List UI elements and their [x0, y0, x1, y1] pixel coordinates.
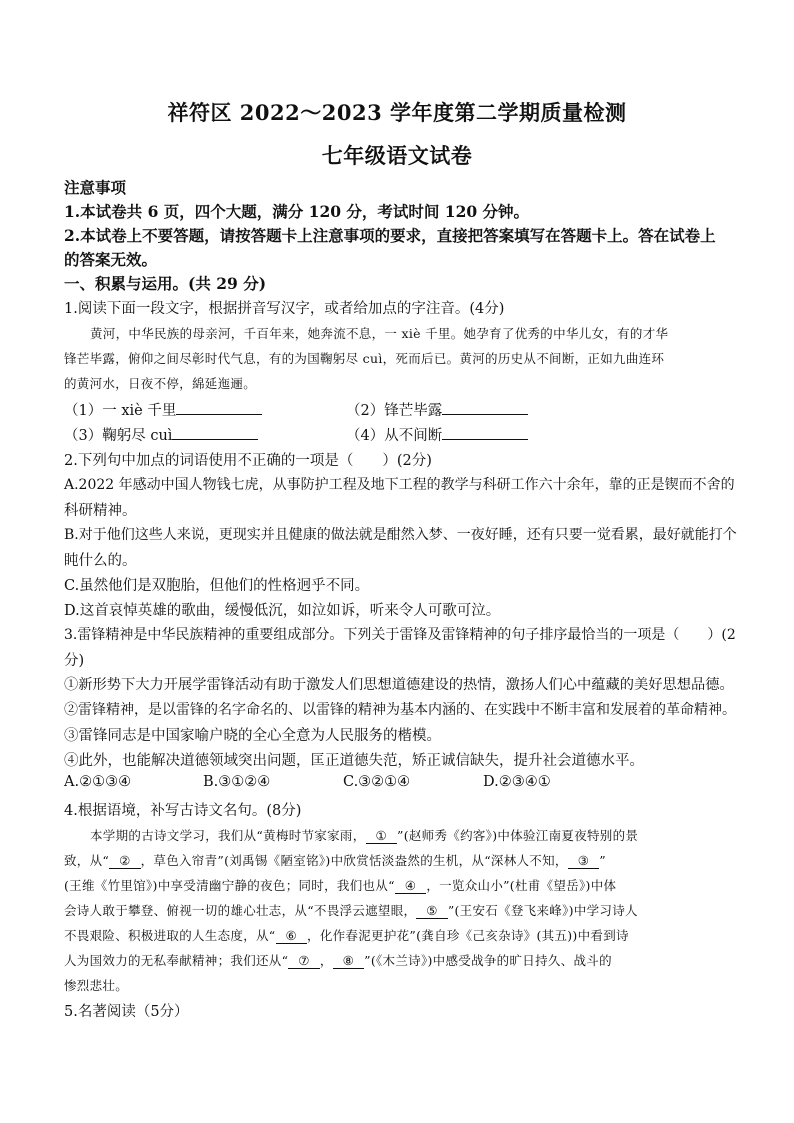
answer-blank-8: ⑧: [333, 953, 365, 969]
q1-item-label: （4）从不间断: [346, 428, 443, 444]
exam-subtitle: 七年级语文试卷: [321, 143, 473, 168]
q3-prompt-cont: 分): [64, 653, 85, 669]
q4-passage-line: 本学期的古诗文学习，我们从“黄梅时节家家雨， ① ”(赵师秀《约客》)中体验江南夏夜特别的景: [90, 828, 639, 843]
q2-option-b: B.对于他们这些人来说，更现实并且健康的做法就是酣然入梦、一夜好睡，还有只要一觉看累，最好就能打个: [64, 527, 737, 543]
q1-passage-line: 锋芒毕露，俯仰之间尽彰时代气息，有的为国鞠躬尽 cuì，死而后已。黄河的历史从不间断，正如九曲连环: [64, 351, 665, 366]
q3-sentence-1: ①新形势下大力开展学雷锋活动有助于激发人们思想道德建设的热情，激扬人们心中蕴藏的美好思想品德。: [64, 677, 734, 693]
q1-item-label: （3）鞠躬尽 cuì: [64, 428, 173, 444]
q1-item-1: [64, 399, 262, 420]
q1-passage-line: 黄河，中华民族的母亲河，千百年来，她奔流不息，一 xiè 千里。她孕育了优秀的中华儿女，有的才华: [90, 326, 669, 341]
q2-option-b-cont: 盹什么的。: [64, 553, 137, 569]
answer-blank: [442, 400, 528, 415]
answer-blank-2: ②: [109, 853, 141, 869]
q1-passage-line: 的黄河水，日夜不停，綿延迤逦。: [64, 376, 257, 391]
exam-title: 祥符区 2022～2023 学年度第二学期质量检测: [167, 100, 627, 125]
answer-blank-5: ⑤: [416, 903, 448, 919]
answer-blank-7: ⑦: [288, 953, 320, 969]
q1-item-4: [346, 424, 528, 445]
q3-sentence-4: ④此外，也能解决道德领域突出问题，匡正道德失范，矫正诚信缺失，提升社会道德水平。: [64, 753, 644, 769]
q1-item-label: （2）锋芒毕露: [346, 403, 443, 419]
q1-item-label: （1）一 xiè 千里: [64, 403, 177, 419]
q4-passage-line: 人为国效力的无私奉献精神；我们还从“ ⑦ ， ⑧ ”(《木兰诗》)中感受战争的旷日持久、战斗的: [64, 953, 612, 968]
notes-item-1: 1.本试卷共 6 页，四个大题，满分 120 分，考试时间 120 分钟。: [64, 202, 530, 221]
q4-passage-line: 会诗人敢于攀登、俯视一切的雄心壮志，从“不畏浮云遮望眼， ⑤ ”(王安石《登飞来峰》)中学习诗人: [64, 903, 638, 918]
q3-prompt: 3.雷锋精神是中华民族精神的重要组成部分。下列关于雷锋及雷锋精神的句子排序最恰当的一项是（ ）(2: [64, 627, 736, 643]
q2-option-c: C.虽然他们是双胞胎，但他们的性格迥乎不同。: [64, 578, 370, 594]
q2-prompt: 2.下列句中加点的词语使用不正确的一项是（ ）(2分): [64, 453, 432, 469]
q4-prompt: 4.根据语境，补写古诗文名句。(8分): [64, 803, 302, 819]
q4-passage-line: 不畏艰险、积极进取的人生态度，从“ ⑥ ，化作春泥更护花”(龚自珍《己亥杂诗》(其五))中看到诗: [64, 928, 629, 943]
answer-blank-1: ①: [366, 828, 398, 844]
answer-blank-6: ⑥: [276, 928, 308, 944]
q1-item-3: [64, 424, 258, 445]
answer-blank-3: ③: [568, 853, 600, 869]
q3-sentence-3: ③雷锋同志是中国家喻户晓的全心全意为人民服务的楷模。: [64, 728, 441, 744]
q2-option-d: D.这首哀悼英雄的歌曲，缓慢低沉，如泣如诉，听来令人可歌可泣。: [64, 603, 501, 619]
answer-blank-4: ④: [395, 878, 427, 894]
answer-blank: [172, 425, 258, 440]
notes-heading: 注意事项: [64, 178, 127, 197]
notes-item-2: 2.本试卷上不要答题，请按答题卡上注意事项的要求，直接把答案填写在答题卡上。答在试卷上: [64, 226, 716, 245]
answer-blank: [176, 400, 262, 415]
q3-sentence-2: ②雷锋精神，是以雷锋的名字命名的、以雷锋的精神为基本内涵的、在实践中不断丰富和发展着的革命精神。: [64, 702, 736, 718]
notes-item-2-cont: 的答案无效。: [64, 250, 158, 269]
q2-option-a-cont: 科研精神。: [64, 503, 137, 519]
q1-prompt: 1.阅读下面一段文字，根据拼音写汉字，或者给加点的字注音。(4分): [64, 301, 505, 317]
q5-prompt: 5.名著阅读（5分）: [64, 1004, 189, 1020]
section-1-heading: 一、积累与运用。(共 29 分): [64, 274, 267, 293]
q4-passage-line: (王维《竹里馆》)中享受清幽宁静的夜色；同时，我们也从“ ④ ，一览众山小”(杜甫《望岳》)中体: [64, 878, 617, 893]
q4-passage-line: 致，从“ ② ，草色入帘青”(刘禹锡《陋室铭》)中欣赏恬淡盎然的生机，从“深林人不知， ③ ”: [64, 853, 606, 868]
answer-blank: [442, 425, 528, 440]
q2-option-a: A.2022 年感动中国人物钱七虎，从事防护工程及地下工程的教学与科研工作六十余年，靠的正是锲而不舍的: [64, 477, 735, 493]
q3-option-b: B.③①②④: [203, 774, 271, 790]
q3-option-c: C.③②①④: [343, 774, 411, 790]
q1-item-2: [346, 399, 528, 420]
q3-option-a: A.②①③④: [64, 774, 132, 790]
q3-option-d: D.②③④①: [483, 774, 551, 790]
q4-passage-line: 惨烈悲壮。: [64, 978, 129, 993]
